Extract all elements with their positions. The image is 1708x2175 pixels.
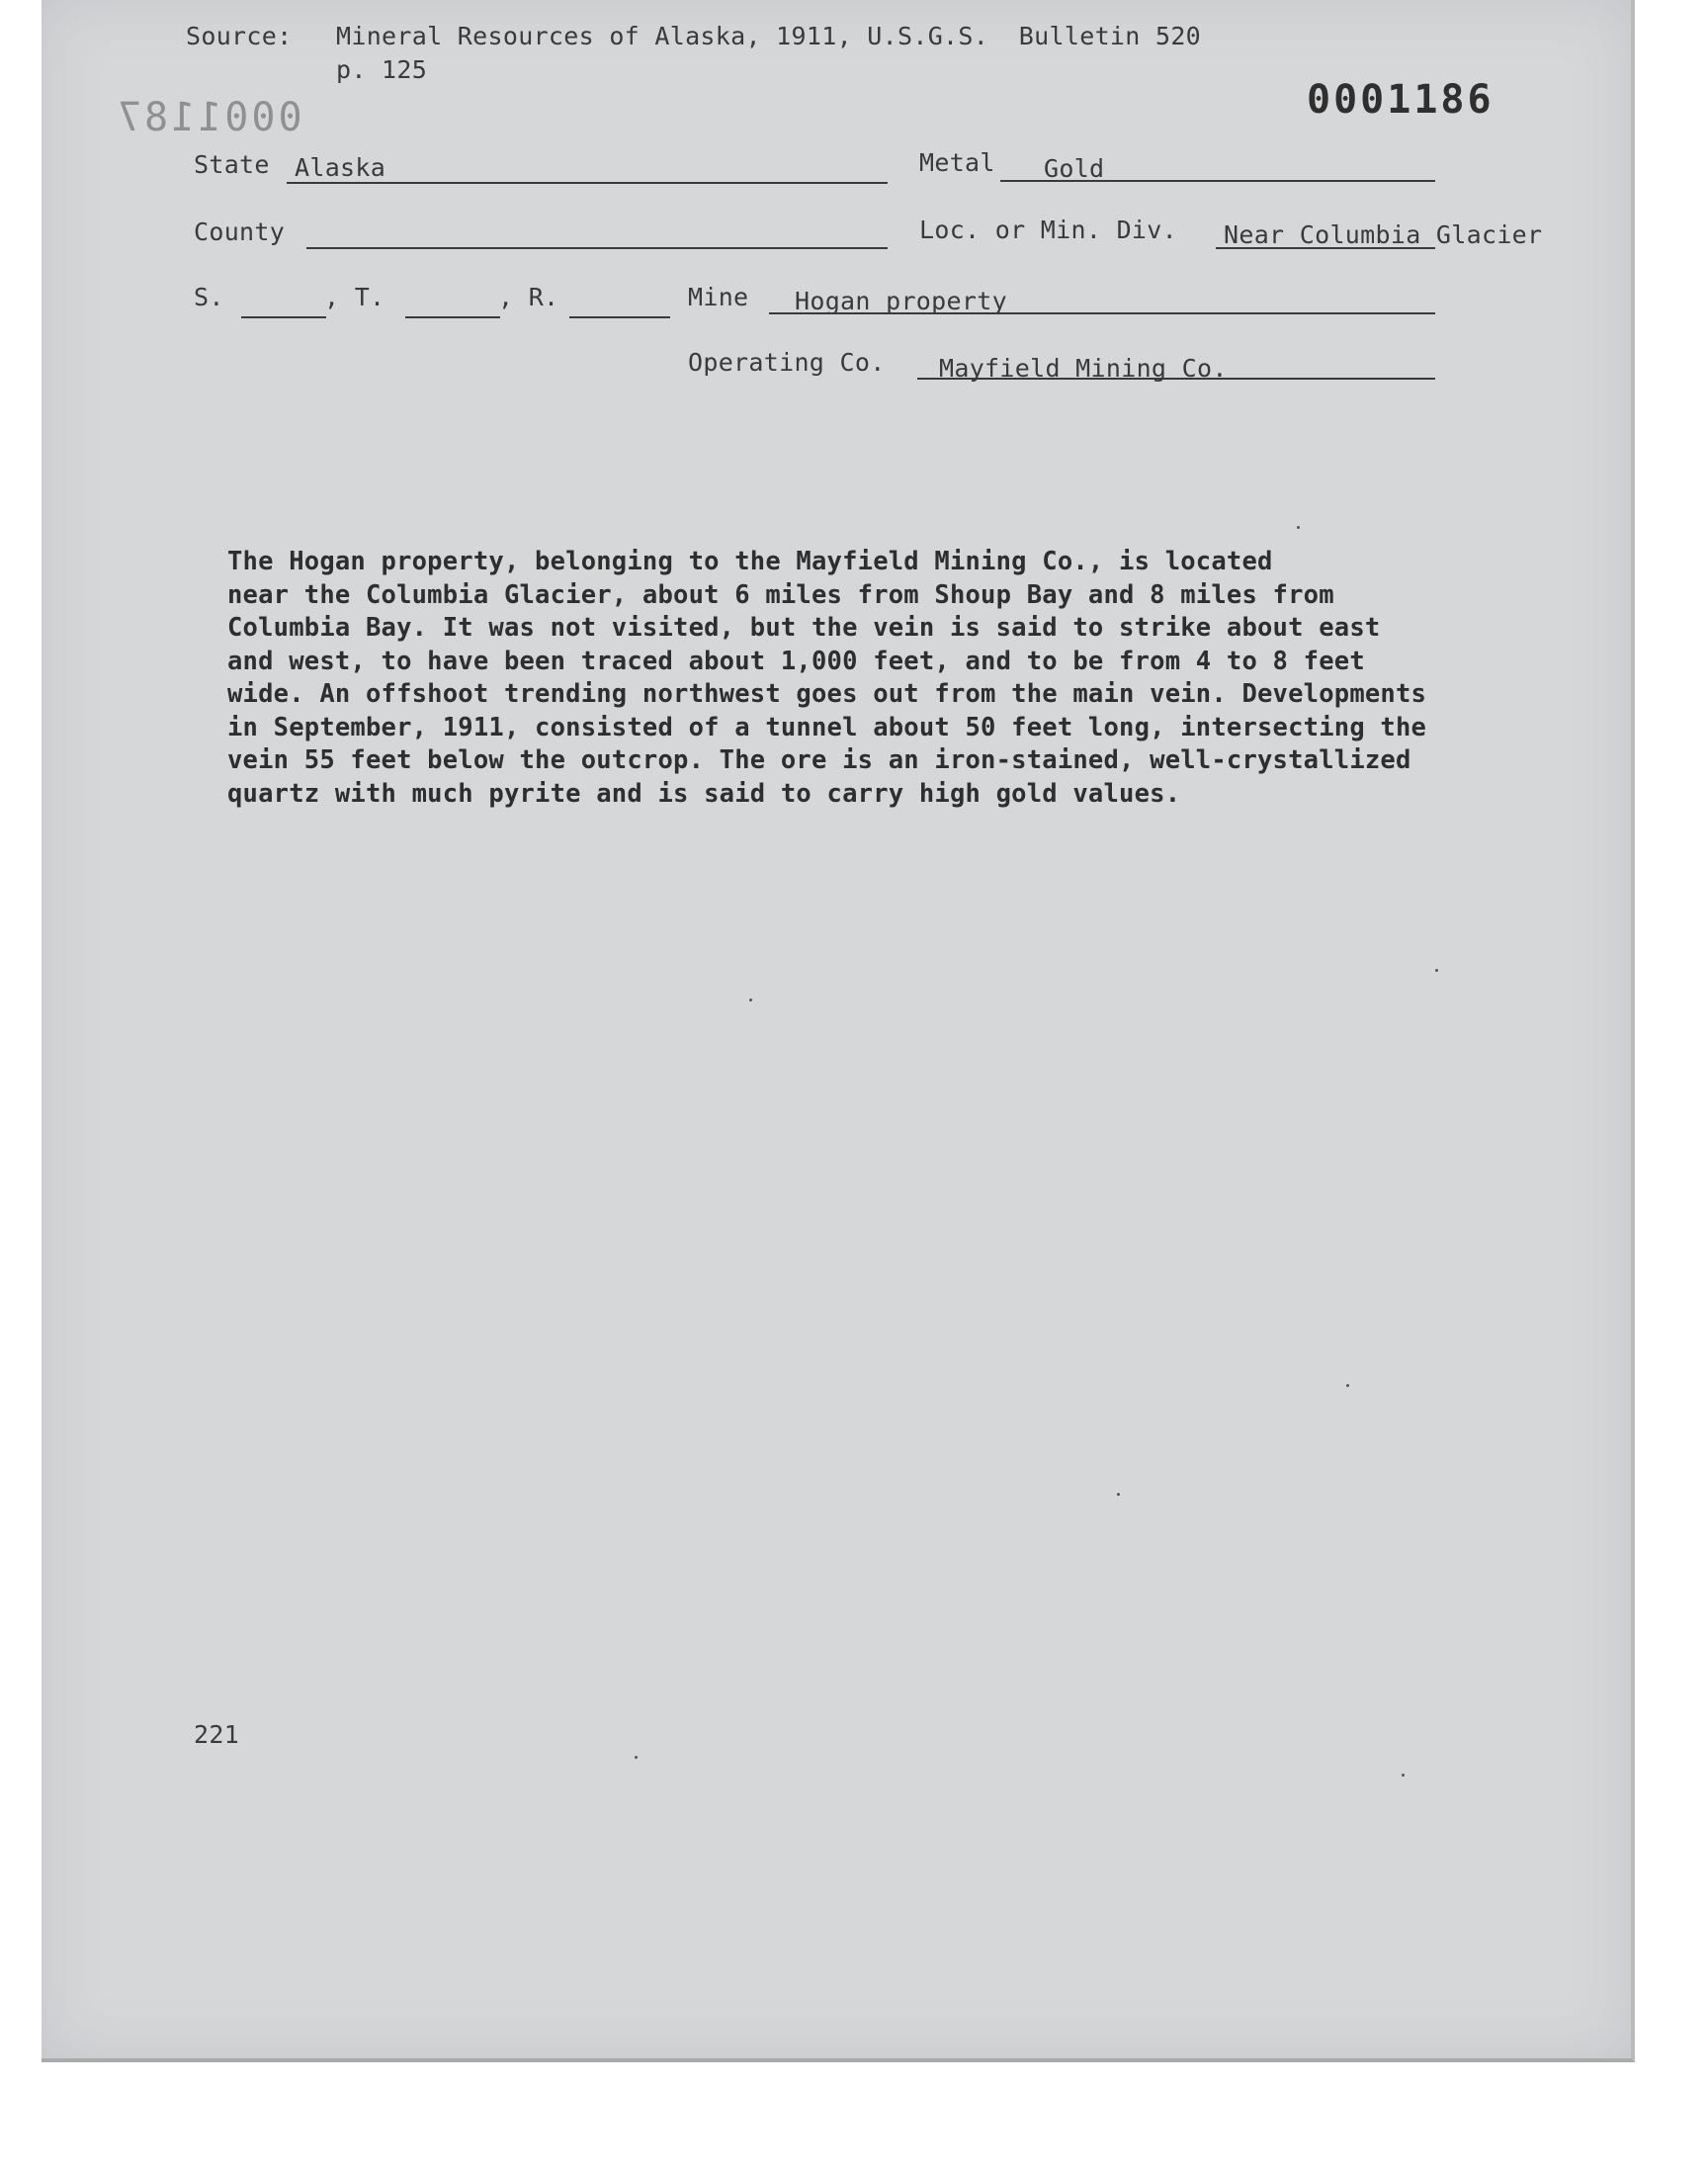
page-number: 221 <box>194 1720 240 1749</box>
source-page: p. 125 <box>336 55 428 84</box>
state-value: Alaska <box>295 153 386 182</box>
source-label: Source: <box>186 22 293 50</box>
scan-speck <box>1346 1384 1349 1387</box>
source-text: Mineral Resources of Alaska, 1911, U.S.G.S. Bulletin 520 <box>336 22 1202 50</box>
mine-underline <box>769 312 1435 314</box>
scan-speck <box>1435 969 1438 972</box>
metal-value: Gold <box>1044 154 1105 183</box>
range-label: , R. <box>498 283 559 311</box>
scan-speck <box>1402 1774 1405 1777</box>
operating-value: Mayfield Mining Co. <box>939 354 1228 383</box>
section-label: S. <box>194 283 224 311</box>
county-underline <box>306 247 888 249</box>
scan-speck <box>635 1756 638 1759</box>
metal-underline <box>1000 180 1435 182</box>
scan-speck <box>749 999 752 1001</box>
scan-speck <box>1117 1493 1120 1496</box>
document-page <box>42 0 1635 2062</box>
operating-label: Operating Co. <box>688 348 886 377</box>
loc-value: Near Columbia Glacier <box>1224 220 1543 249</box>
record-number-stamp: 0001186 <box>1307 77 1494 123</box>
township-label: , T. <box>324 283 385 311</box>
mine-label: Mine <box>688 283 749 311</box>
mine-value: Hogan property <box>795 287 1007 315</box>
loc-label: Loc. or Min. Div. <box>919 216 1177 244</box>
township-underline <box>405 316 500 318</box>
section-underline <box>241 316 326 318</box>
county-label: County <box>194 218 286 246</box>
state-label: State <box>194 150 270 179</box>
range-underline <box>569 316 670 318</box>
description-paragraph: The Hogan property, belonging to the Mayfield Mining Co., is located near the Columbia Glacier, about 6 miles from Shoup Bay and 8 miles from Columbia Bay. It was not visited, but the vein is said to strike about east and west, to have been traced about 1,000 feet, and to be from 4 to 8 feet wide. An offshoot trending northwest goes out from the main vein. Developments in September, 1911, consisted of a tunnel about 50 feet long, intersecting the vein 55 feet below the outcrop. The ore is an iron-stained, well-crystallized quartz with much pyrite and is said to carry high gold values. <box>227 547 1427 809</box>
scan-speck <box>1297 526 1300 529</box>
loc-underline <box>1216 247 1435 249</box>
operating-underline <box>917 378 1435 380</box>
state-underline <box>287 182 888 184</box>
metal-label: Metal <box>919 148 995 177</box>
record-number-mirrored-stamp: 0001187 <box>115 95 302 140</box>
